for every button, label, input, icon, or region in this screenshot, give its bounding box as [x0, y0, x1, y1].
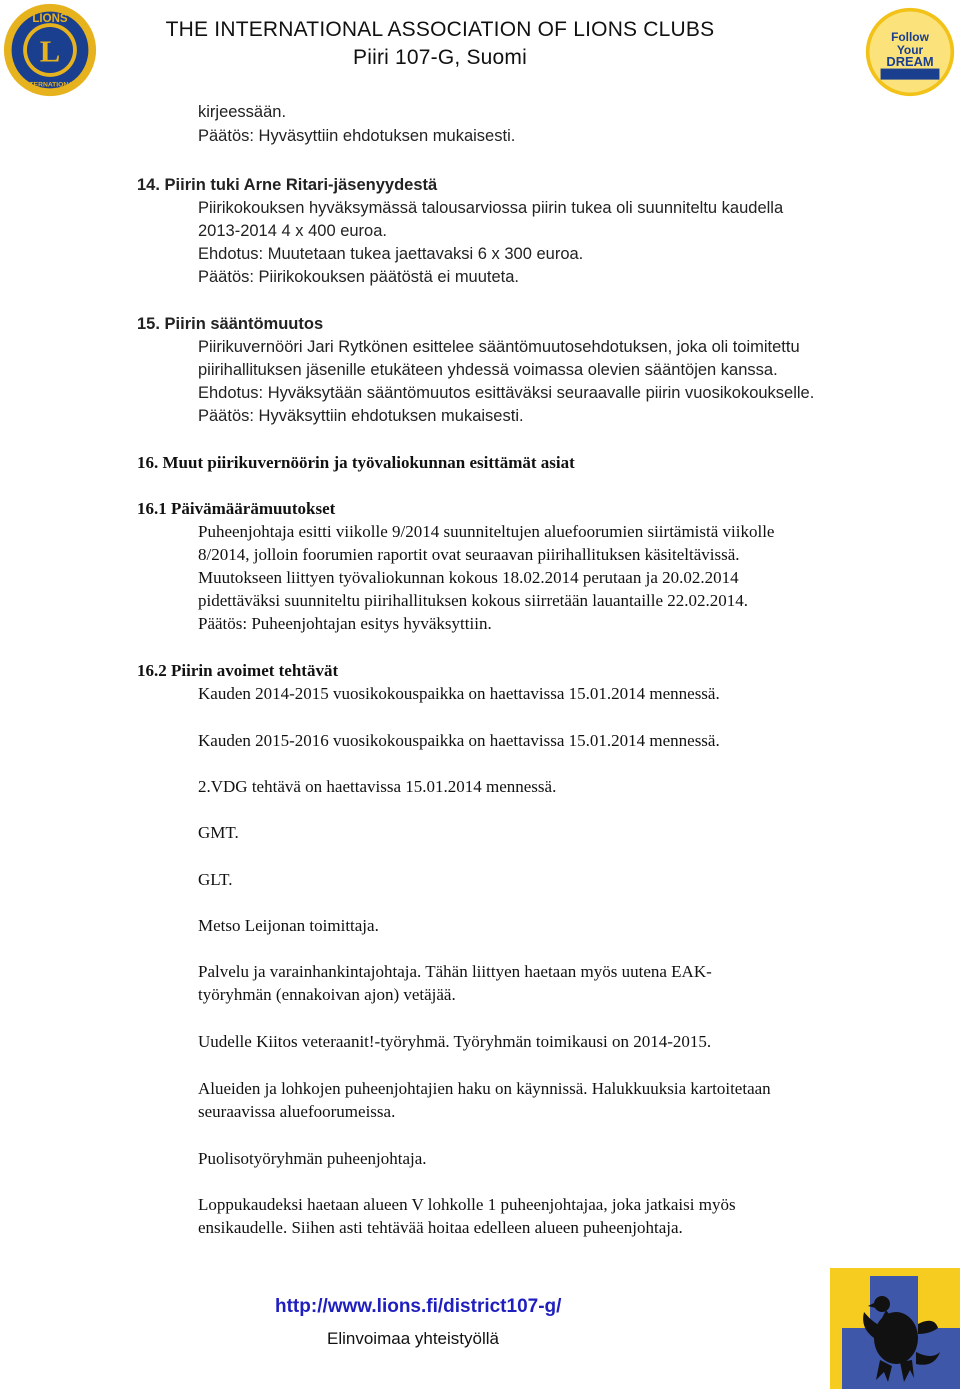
follow-your-dream-logo-icon	[864, 6, 956, 98]
list-item: työryhmän (ennakoivan ajon) vetäjää.	[198, 985, 456, 1004]
body-line: Päätös: Hyväksyttiin ehdotuksen mukaisesti.	[198, 407, 524, 425]
list-item: seuraavissa aluefoorumeissa.	[198, 1102, 396, 1121]
list-item: 2.VDG tehtävä on haettavissa 15.01.2014 mennessä.	[198, 777, 557, 796]
footer-url-link[interactable]: http://www.lions.fi/district107-g/	[275, 1296, 562, 1317]
logo-ring-text: INTERNATIONAL	[22, 81, 78, 89]
section-heading: 16.1 Päivämäärämuutokset	[137, 499, 336, 518]
list-item: GMT.	[198, 823, 239, 842]
list-item: Puolisotyöryhmän puheenjohtaja.	[198, 1149, 427, 1168]
body-line: kirjeessään.	[198, 103, 287, 121]
list-item: GLT.	[198, 870, 233, 889]
body-line: 2013-2014 4 x 400 euroa.	[198, 222, 387, 240]
list-item: Alueiden ja lohkojen puheenjohtajien haku on käynnissä. Halukkuuksia kartoitetaan	[198, 1079, 771, 1098]
logo-follow: Follow	[891, 29, 929, 44]
logo-letter: L	[39, 34, 61, 69]
list-item: Kauden 2014-2015 vuosikokouspaikka on haettavissa 15.01.2014 mennessä.	[198, 684, 720, 703]
list-item: Metso Leijonan toimittaja.	[198, 916, 379, 935]
body-line: Muutokseen liittyen työvaliokunnan kokous 18.02.2014 perutaan ja 20.02.2014	[198, 568, 739, 587]
section-heading: 16. Muut piirikuvernöörin ja työvaliokunnan esittämät asiat	[137, 453, 575, 472]
body-line: piirihallituksen jäsenille etukäteen yhdessä voimassa olevien sääntöjen kanssa.	[198, 361, 778, 379]
section-heading: 15. Piirin sääntömuutos	[137, 315, 324, 333]
footer-slogan: Elinvoimaa yhteistyöllä	[327, 1329, 499, 1348]
list-item: Kauden 2015-2016 vuosikokouspaikka on haettavissa 15.01.2014 mennessä.	[198, 731, 720, 750]
body-line: Päätös: Puheenjohtajan esitys hyväksyttiin.	[198, 614, 492, 633]
body-line: 8/2014, jolloin foorumien raportit ovat seuraavan piirihallituksen käsiteltävissä.	[198, 545, 740, 564]
body-line: Päätös: Hyväsyttiin ehdotuksen mukaisesti.	[198, 127, 516, 145]
body-line: pidettäväksi suunniteltu piirihallituksen kokous siirretään lauantaille 22.02.2014.	[198, 591, 749, 610]
list-item: Palvelu ja varainhankintajohtaja. Tähän liittyen haetaan myös uutena EAK-	[198, 962, 712, 981]
body-line: Ehdotus: Hyväksytään sääntömuutos esittäväksi seuraavalle piirin vuosikokoukselle.	[198, 384, 815, 402]
list-item: Loppukaudeksi haetaan alueen V lohkolle 1 puheenjohtajaa, joka jatkaisi myös	[198, 1195, 736, 1214]
logo-dream: DREAM	[886, 53, 934, 69]
list-item: Uudelle Kiitos veteraanit!-työryhmä. Työryhmän toimikausi on 2014-2015.	[198, 1032, 712, 1051]
section-heading: 14. Piirin tuki Arne Ritari-jäsenyydestä	[137, 176, 438, 194]
header-subtitle: Piiri 107-G, Suomi	[353, 46, 527, 69]
district-flag-icon	[830, 1268, 960, 1389]
body-line: Puheenjohtaja esitti viikolle 9/2014 suunniteltujen aluefoorumien siirtämistä viikolle	[198, 522, 775, 541]
body-line: Päätös: Piirikokouksen päätöstä ei muuteta.	[198, 268, 520, 286]
body-line: Ehdotus: Muutetaan tukea jaettavaksi 6 x 300 euroa.	[198, 245, 584, 263]
header-title: THE INTERNATIONAL ASSOCIATION OF LIONS CLUBS	[165, 18, 715, 41]
body-line: Piirikokouksen hyväksymässä talousarviossa piirin tukea oli suunniteltu kaudella	[198, 199, 784, 217]
logo-word: LIONS	[32, 13, 68, 26]
logo-your: Your	[896, 42, 924, 57]
list-item: ensikaudelle. Siihen asti tehtävää hoitaa edelleen alueen puheenjohtaja.	[198, 1218, 683, 1237]
body-line: Piirikuvernööri Jari Rytkönen esittelee sääntömuutosehdotuksen, joka oli toimitettu	[198, 338, 800, 356]
section-heading: 16.2 Piirin avoimet tehtävät	[137, 661, 339, 680]
